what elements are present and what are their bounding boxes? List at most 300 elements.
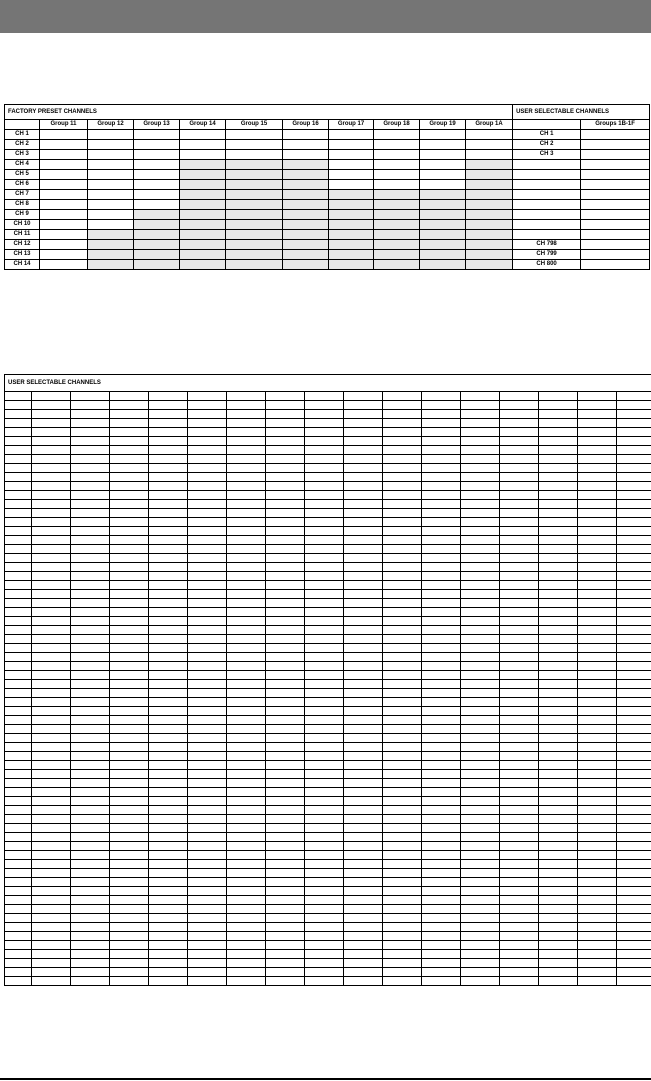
blank-cell (110, 761, 149, 770)
user-group-cell (581, 130, 650, 140)
channel-cell (329, 240, 374, 250)
blank-cell (32, 797, 71, 806)
channel-cell (88, 210, 134, 220)
channel-cell (134, 130, 180, 140)
user-channel-cell (513, 210, 581, 220)
blank-cell (110, 689, 149, 698)
table-row (5, 250, 650, 260)
blank-cell (188, 590, 227, 599)
blank-cell (578, 698, 617, 707)
blank-cell (227, 869, 266, 878)
blank-cell (71, 689, 110, 698)
channel-cell (283, 160, 329, 170)
table-row (5, 617, 651, 626)
blank-cell (5, 545, 32, 554)
blank-cell (5, 860, 32, 869)
blank-cell (149, 950, 188, 959)
blank-cell (227, 707, 266, 716)
blank-cell (617, 896, 651, 905)
channel-cell (466, 230, 513, 240)
channel-cell (226, 160, 283, 170)
blank-cell (539, 545, 578, 554)
blank-cell (5, 698, 32, 707)
blank-cell (578, 671, 617, 680)
blank-cell (461, 779, 500, 788)
blank-cell (32, 473, 71, 482)
table-row (5, 599, 651, 608)
blank-cell (149, 581, 188, 590)
blank-cell (5, 482, 32, 491)
blank-cell (539, 455, 578, 464)
blank-cell (110, 905, 149, 914)
blank-cell (305, 860, 344, 869)
blank-cell (344, 707, 383, 716)
blank-cell (227, 446, 266, 455)
blank-cell (383, 617, 422, 626)
blank-cell (32, 689, 71, 698)
blank-cell (305, 509, 344, 518)
blank-cell (5, 761, 32, 770)
channel-cell (283, 150, 329, 160)
blank-cell (539, 878, 578, 887)
blank-cell (71, 833, 110, 842)
blank-cell (461, 473, 500, 482)
blank-cell (149, 833, 188, 842)
blank-cell (5, 707, 32, 716)
blank-cell (266, 815, 305, 824)
blank-cell (110, 815, 149, 824)
channel-cell (374, 210, 420, 220)
channel-label: CH 12 (5, 240, 40, 250)
blank-cell (188, 626, 227, 635)
blank-cell (539, 869, 578, 878)
channel-cell (88, 260, 134, 270)
channel-cell (466, 140, 513, 150)
blank-cell (617, 770, 651, 779)
blank-cell (383, 716, 422, 725)
blank-cell (188, 662, 227, 671)
blank-cell (188, 950, 227, 959)
blank-cell (71, 824, 110, 833)
blank-cell (305, 707, 344, 716)
blank-cell (617, 878, 651, 887)
blank-cell (71, 788, 110, 797)
channel-cell (40, 160, 88, 170)
blank-cell (422, 626, 461, 635)
blank-cell (578, 482, 617, 491)
blank-cell (617, 581, 651, 590)
blank-cell (539, 968, 578, 977)
blank-cell (500, 626, 539, 635)
blank-cell (5, 581, 32, 590)
blank-cell (344, 392, 383, 401)
channel-cell (180, 150, 226, 160)
blank-cell (188, 491, 227, 500)
user-group-cell (581, 150, 650, 160)
blank-cell (383, 725, 422, 734)
blank-cell (71, 581, 110, 590)
group-header: Group 14 (180, 120, 226, 130)
blank-cell (500, 851, 539, 860)
table-row (5, 581, 651, 590)
blank-cell (227, 410, 266, 419)
blank-cell (71, 725, 110, 734)
blank-cell (617, 716, 651, 725)
blank-cell (578, 842, 617, 851)
channel-cell (374, 250, 420, 260)
blank-cell (617, 509, 651, 518)
blank-cell (305, 473, 344, 482)
blank-cell (422, 563, 461, 572)
blank-cell (500, 905, 539, 914)
channel-cell (374, 190, 420, 200)
blank-cell (461, 392, 500, 401)
blank-cell (617, 392, 651, 401)
blank-cell (422, 779, 461, 788)
channel-cell (180, 140, 226, 150)
blank-cell (305, 545, 344, 554)
blank-cell (71, 779, 110, 788)
blank-cell (266, 824, 305, 833)
channel-cell (466, 130, 513, 140)
blank-cell (500, 554, 539, 563)
blank-cell (227, 842, 266, 851)
channel-cell (226, 180, 283, 190)
blank-cell (422, 401, 461, 410)
table-row (5, 959, 651, 968)
blank-cell (305, 896, 344, 905)
blank-cell (227, 833, 266, 842)
blank-cell (305, 932, 344, 941)
blank-cell (461, 599, 500, 608)
blank-cell (461, 761, 500, 770)
group-header: Group 19 (420, 120, 466, 130)
channel-cell (420, 210, 466, 220)
user-group-cell (581, 160, 650, 170)
blank-cell (344, 761, 383, 770)
channel-cell (180, 220, 226, 230)
blank-cell (500, 761, 539, 770)
blank-cell (71, 887, 110, 896)
blank-cell (500, 896, 539, 905)
blank-cell (461, 950, 500, 959)
blank-cell (32, 833, 71, 842)
blank-cell (344, 689, 383, 698)
blank-cell (188, 464, 227, 473)
blank-cell (422, 950, 461, 959)
blank-cell (110, 851, 149, 860)
blank-cell (617, 815, 651, 824)
blank-cell (227, 905, 266, 914)
blank-cell (188, 554, 227, 563)
channel-cell (134, 200, 180, 210)
blank-cell (266, 437, 305, 446)
blank-cell (539, 635, 578, 644)
channel-cell (329, 250, 374, 260)
user-channel-cell: CH 2 (513, 140, 581, 150)
channel-label: CH 11 (5, 230, 40, 240)
blank-cell (461, 563, 500, 572)
blank-cell (305, 599, 344, 608)
blank-cell (539, 509, 578, 518)
blank-cell (188, 671, 227, 680)
blank-cell (110, 797, 149, 806)
table-row (5, 626, 651, 635)
blank-cell (149, 572, 188, 581)
blank-cell (383, 905, 422, 914)
channel-cell (329, 220, 374, 230)
blank-cell (32, 734, 71, 743)
blank-cell (500, 779, 539, 788)
blank-cell (149, 680, 188, 689)
channel-cell (374, 200, 420, 210)
table-row (5, 590, 651, 599)
blank-cell (32, 626, 71, 635)
blank-cell (305, 680, 344, 689)
blank-cell (578, 761, 617, 770)
blank-cell (5, 752, 32, 761)
blank-cell (32, 842, 71, 851)
table-row (5, 545, 651, 554)
blank-cell (539, 887, 578, 896)
channel-label: CH 2 (5, 140, 40, 150)
blank-cell (149, 662, 188, 671)
blank-cell (266, 500, 305, 509)
blank-cell (344, 509, 383, 518)
blank-cell (383, 923, 422, 932)
blank-cell (578, 428, 617, 437)
blank-cell (383, 545, 422, 554)
channel-cell (180, 240, 226, 250)
blank-cell (383, 662, 422, 671)
blank-cell (539, 446, 578, 455)
blank-cell (617, 779, 651, 788)
blank-cell (188, 761, 227, 770)
channel-cell (40, 240, 88, 250)
blank-cell (149, 527, 188, 536)
blank-cell (149, 428, 188, 437)
blank-cell (617, 410, 651, 419)
channel-cell (374, 160, 420, 170)
blank-cell (344, 671, 383, 680)
blank-cell (149, 392, 188, 401)
blank-cell (344, 887, 383, 896)
blank-cell (188, 977, 227, 986)
blank-cell (32, 914, 71, 923)
blank-cell (422, 518, 461, 527)
blank-cell (149, 743, 188, 752)
blank-cell (5, 401, 32, 410)
blank-cell (461, 968, 500, 977)
channel-label: CH 4 (5, 160, 40, 170)
blank-cell (578, 581, 617, 590)
blank-cell (305, 653, 344, 662)
blank-cell (500, 410, 539, 419)
blank-cell (344, 941, 383, 950)
blank-cell (71, 806, 110, 815)
blank-cell (5, 446, 32, 455)
blank-cell (305, 851, 344, 860)
blank-cell (71, 707, 110, 716)
blank-cell (266, 446, 305, 455)
blank-cell (461, 788, 500, 797)
blank-cell (71, 590, 110, 599)
blank-cell (110, 455, 149, 464)
user-group-cell (581, 230, 650, 240)
user-group-cell (581, 140, 650, 150)
blank-cell (71, 392, 110, 401)
blank-cell (149, 824, 188, 833)
blank-cell (539, 824, 578, 833)
blank-cell (461, 626, 500, 635)
blank-cell (5, 500, 32, 509)
blank-cell (149, 644, 188, 653)
blank-cell (188, 851, 227, 860)
table-row (5, 419, 651, 428)
blank-cell (422, 662, 461, 671)
blank-cell (578, 824, 617, 833)
blank-cell (5, 842, 32, 851)
blank-cell (110, 914, 149, 923)
blank-cell (539, 410, 578, 419)
blank-cell (617, 824, 651, 833)
user-channel-cell (513, 180, 581, 190)
blank-cell (71, 743, 110, 752)
blank-cell (266, 797, 305, 806)
blank-cell (422, 959, 461, 968)
table-row (5, 941, 651, 950)
blank-cell (227, 770, 266, 779)
blank-cell (32, 977, 71, 986)
blank-cell (5, 968, 32, 977)
channel-cell (420, 150, 466, 160)
blank-cell (578, 473, 617, 482)
blank-cell (188, 653, 227, 662)
blank-cell (344, 842, 383, 851)
blank-cell (305, 968, 344, 977)
blank-cell (32, 545, 71, 554)
blank-cell (500, 734, 539, 743)
blank-cell (500, 806, 539, 815)
channel-cell (88, 180, 134, 190)
blank-cell (71, 527, 110, 536)
blank-cell (227, 608, 266, 617)
blank-cell (71, 761, 110, 770)
blank-cell (227, 401, 266, 410)
blank-cell (71, 950, 110, 959)
blank-cell (5, 491, 32, 500)
user-group-cell (581, 170, 650, 180)
blank-cell (539, 905, 578, 914)
blank-cell (344, 752, 383, 761)
blank-cell (422, 833, 461, 842)
channel-cell (420, 130, 466, 140)
blank-cell (344, 779, 383, 788)
blank-cell (500, 788, 539, 797)
blank-cell (149, 878, 188, 887)
blank-cell (344, 419, 383, 428)
blank-cell (32, 518, 71, 527)
blank-cell (344, 968, 383, 977)
blank-cell (617, 887, 651, 896)
blank-cell (383, 698, 422, 707)
blank-cell (71, 437, 110, 446)
blank-cell (71, 554, 110, 563)
user-channel-cell: CH 800 (513, 260, 581, 270)
blank-cell (5, 455, 32, 464)
blank-cell (149, 473, 188, 482)
blank-cell (266, 635, 305, 644)
blank-cell (227, 752, 266, 761)
table-row (5, 220, 650, 230)
blank-cell (500, 977, 539, 986)
blank-cell (461, 734, 500, 743)
blank-cell (578, 446, 617, 455)
blank-cell (578, 500, 617, 509)
blank-cell (383, 392, 422, 401)
blank-cell (617, 932, 651, 941)
table-row (5, 608, 651, 617)
table-row (5, 887, 651, 896)
blank-cell (617, 851, 651, 860)
blank-cell (617, 707, 651, 716)
blank-cell (578, 833, 617, 842)
channel-label: CH 6 (5, 180, 40, 190)
blank-cell (32, 752, 71, 761)
blank-cell (32, 716, 71, 725)
blank-cell (188, 833, 227, 842)
blank-cell (461, 869, 500, 878)
blank-cell (305, 923, 344, 932)
blank-cell (149, 860, 188, 869)
blank-cell (539, 914, 578, 923)
blank-cell (500, 887, 539, 896)
blank-cell (461, 590, 500, 599)
channel-label: CH 1 (5, 130, 40, 140)
blank-cell (539, 725, 578, 734)
blank-cell (110, 725, 149, 734)
blank-cell (188, 896, 227, 905)
blank-cell (32, 563, 71, 572)
blank-cell (422, 824, 461, 833)
channel-cell (420, 220, 466, 230)
blank-cell (617, 446, 651, 455)
blank-cell (266, 878, 305, 887)
blank-cell (71, 428, 110, 437)
channel-cell (180, 230, 226, 240)
blank-cell (266, 779, 305, 788)
blank-cell (71, 500, 110, 509)
blank-cell (227, 923, 266, 932)
blank-cell (110, 527, 149, 536)
blank-cell (305, 608, 344, 617)
blank-cell (188, 905, 227, 914)
blank-cell (461, 680, 500, 689)
channel-cell (88, 250, 134, 260)
channel-cell (226, 200, 283, 210)
blank-cell (32, 923, 71, 932)
table-row (5, 923, 651, 932)
blank-cell (266, 572, 305, 581)
blank-cell (461, 536, 500, 545)
blank-cell (110, 500, 149, 509)
table-row (5, 491, 651, 500)
channel-cell (374, 230, 420, 240)
blank-cell (500, 932, 539, 941)
channel-cell (40, 260, 88, 270)
blank-cell (383, 797, 422, 806)
blank-cell (5, 833, 32, 842)
